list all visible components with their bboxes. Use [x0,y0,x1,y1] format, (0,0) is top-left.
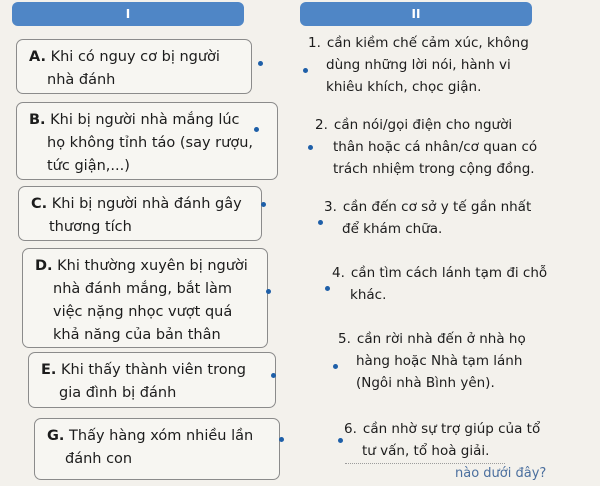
connector-dot-right-3[interactable] [318,220,323,225]
situation-card-c[interactable] [18,186,262,241]
connector-dot-right-2[interactable] [308,145,313,150]
situation-text-line: nhà đánh mắng, bắt làm [53,281,232,297]
footer-question-fragment: nào dưới đây? [455,466,547,481]
connector-dot-right-6[interactable] [338,438,343,443]
action-number: 4. [332,265,345,281]
action-item-1 [308,32,529,98]
connector-dot-left-b[interactable] [254,127,259,132]
action-number: 3. [324,199,337,215]
situation-text-line: Khi bị người nhà đánh gây [51,196,242,212]
action-item-2 [315,114,537,180]
action-text-line: cần nói/gọi điện cho người [333,117,513,133]
action-text-line: trách nhiệm trong cộng đồng. [333,161,535,177]
connector-dot-left-d[interactable] [266,289,271,294]
action-text-line: tư vấn, tổ hoà giải. [362,443,490,459]
column-header-ii [300,2,532,26]
column-header-ii-label: II [411,7,421,21]
action-item-6 [344,418,540,462]
situation-text-line: khả năng của bản thân [53,327,221,343]
situation-letter: B. [29,112,46,128]
action-number: 2. [315,117,328,133]
action-item-3 [324,196,531,240]
situation-text-line: gia đình bị đánh [59,385,177,401]
action-text-line: khác. [350,287,387,303]
situation-letter: D. [35,258,53,274]
connector-dot-left-c[interactable] [261,202,266,207]
action-text-line: khiêu khích, chọc giận. [326,79,482,95]
situation-text-line: Thấy hàng xóm nhiều lần [69,428,254,444]
situation-text-line: Khi thấy thành viên trong [61,362,246,378]
column-header-i-label: I [125,7,131,21]
connector-dot-left-a[interactable] [258,61,263,66]
situation-card-a[interactable] [16,39,252,94]
action-text-line: (Ngôi nhà Bình yên). [356,375,495,391]
situation-card-d[interactable] [22,248,268,348]
action-text-line: để khám chữa. [342,221,443,237]
action-text-line: cần đến cơ sở y tế gần nhất [342,199,532,215]
action-text-line: cần tìm cách lánh tạm đi chỗ [350,265,548,281]
situation-card-b[interactable] [16,102,278,180]
situation-letter: E. [41,362,57,378]
connector-dot-left-e[interactable] [271,373,276,378]
action-text-line: cần kiềm chế cảm xúc, không [326,35,529,51]
situation-text-line: Khi có nguy cơ bị người [50,49,220,65]
situation-card-e[interactable] [28,352,276,408]
connector-dot-right-4[interactable] [325,286,330,291]
situation-text-line: Khi thường xuyên bị người [57,258,248,274]
action-text-line: cần nhờ sự trợ giúp của tổ [362,421,541,437]
action-text-line: hàng hoặc Nhà tạm lánh [356,353,523,369]
action-item-4 [332,262,547,306]
action-text-line: thân hoặc cá nhân/cơ quan có [333,139,538,155]
column-header-i [12,2,244,26]
situation-text-line: việc nặng nhọc vượt quá [53,304,233,320]
situation-text-line: nhà đánh [47,72,116,88]
action-number: 1. [308,35,321,51]
connector-dot-left-g[interactable] [279,437,284,442]
situation-card-g[interactable] [34,418,280,480]
situation-text-line: đánh con [65,451,133,467]
action-text-line: cần rời nhà đến ở nhà họ [356,331,526,347]
situation-text-line: thương tích [49,219,132,235]
action-text-line: dùng những lời nói, hành vi [326,57,511,73]
action-number: 5. [338,331,351,347]
situation-letter: A. [29,49,46,65]
situation-text-line: tức giận,...) [47,158,130,174]
dotted-divider [345,463,505,464]
action-number: 6. [344,421,357,437]
action-item-5 [338,328,526,394]
situation-text-line: họ không tỉnh táo (say rượu, [47,135,253,151]
situation-letter: G. [47,428,65,444]
situation-letter: C. [31,196,48,212]
situation-text-line: Khi bị người nhà mắng lúc [50,112,240,128]
